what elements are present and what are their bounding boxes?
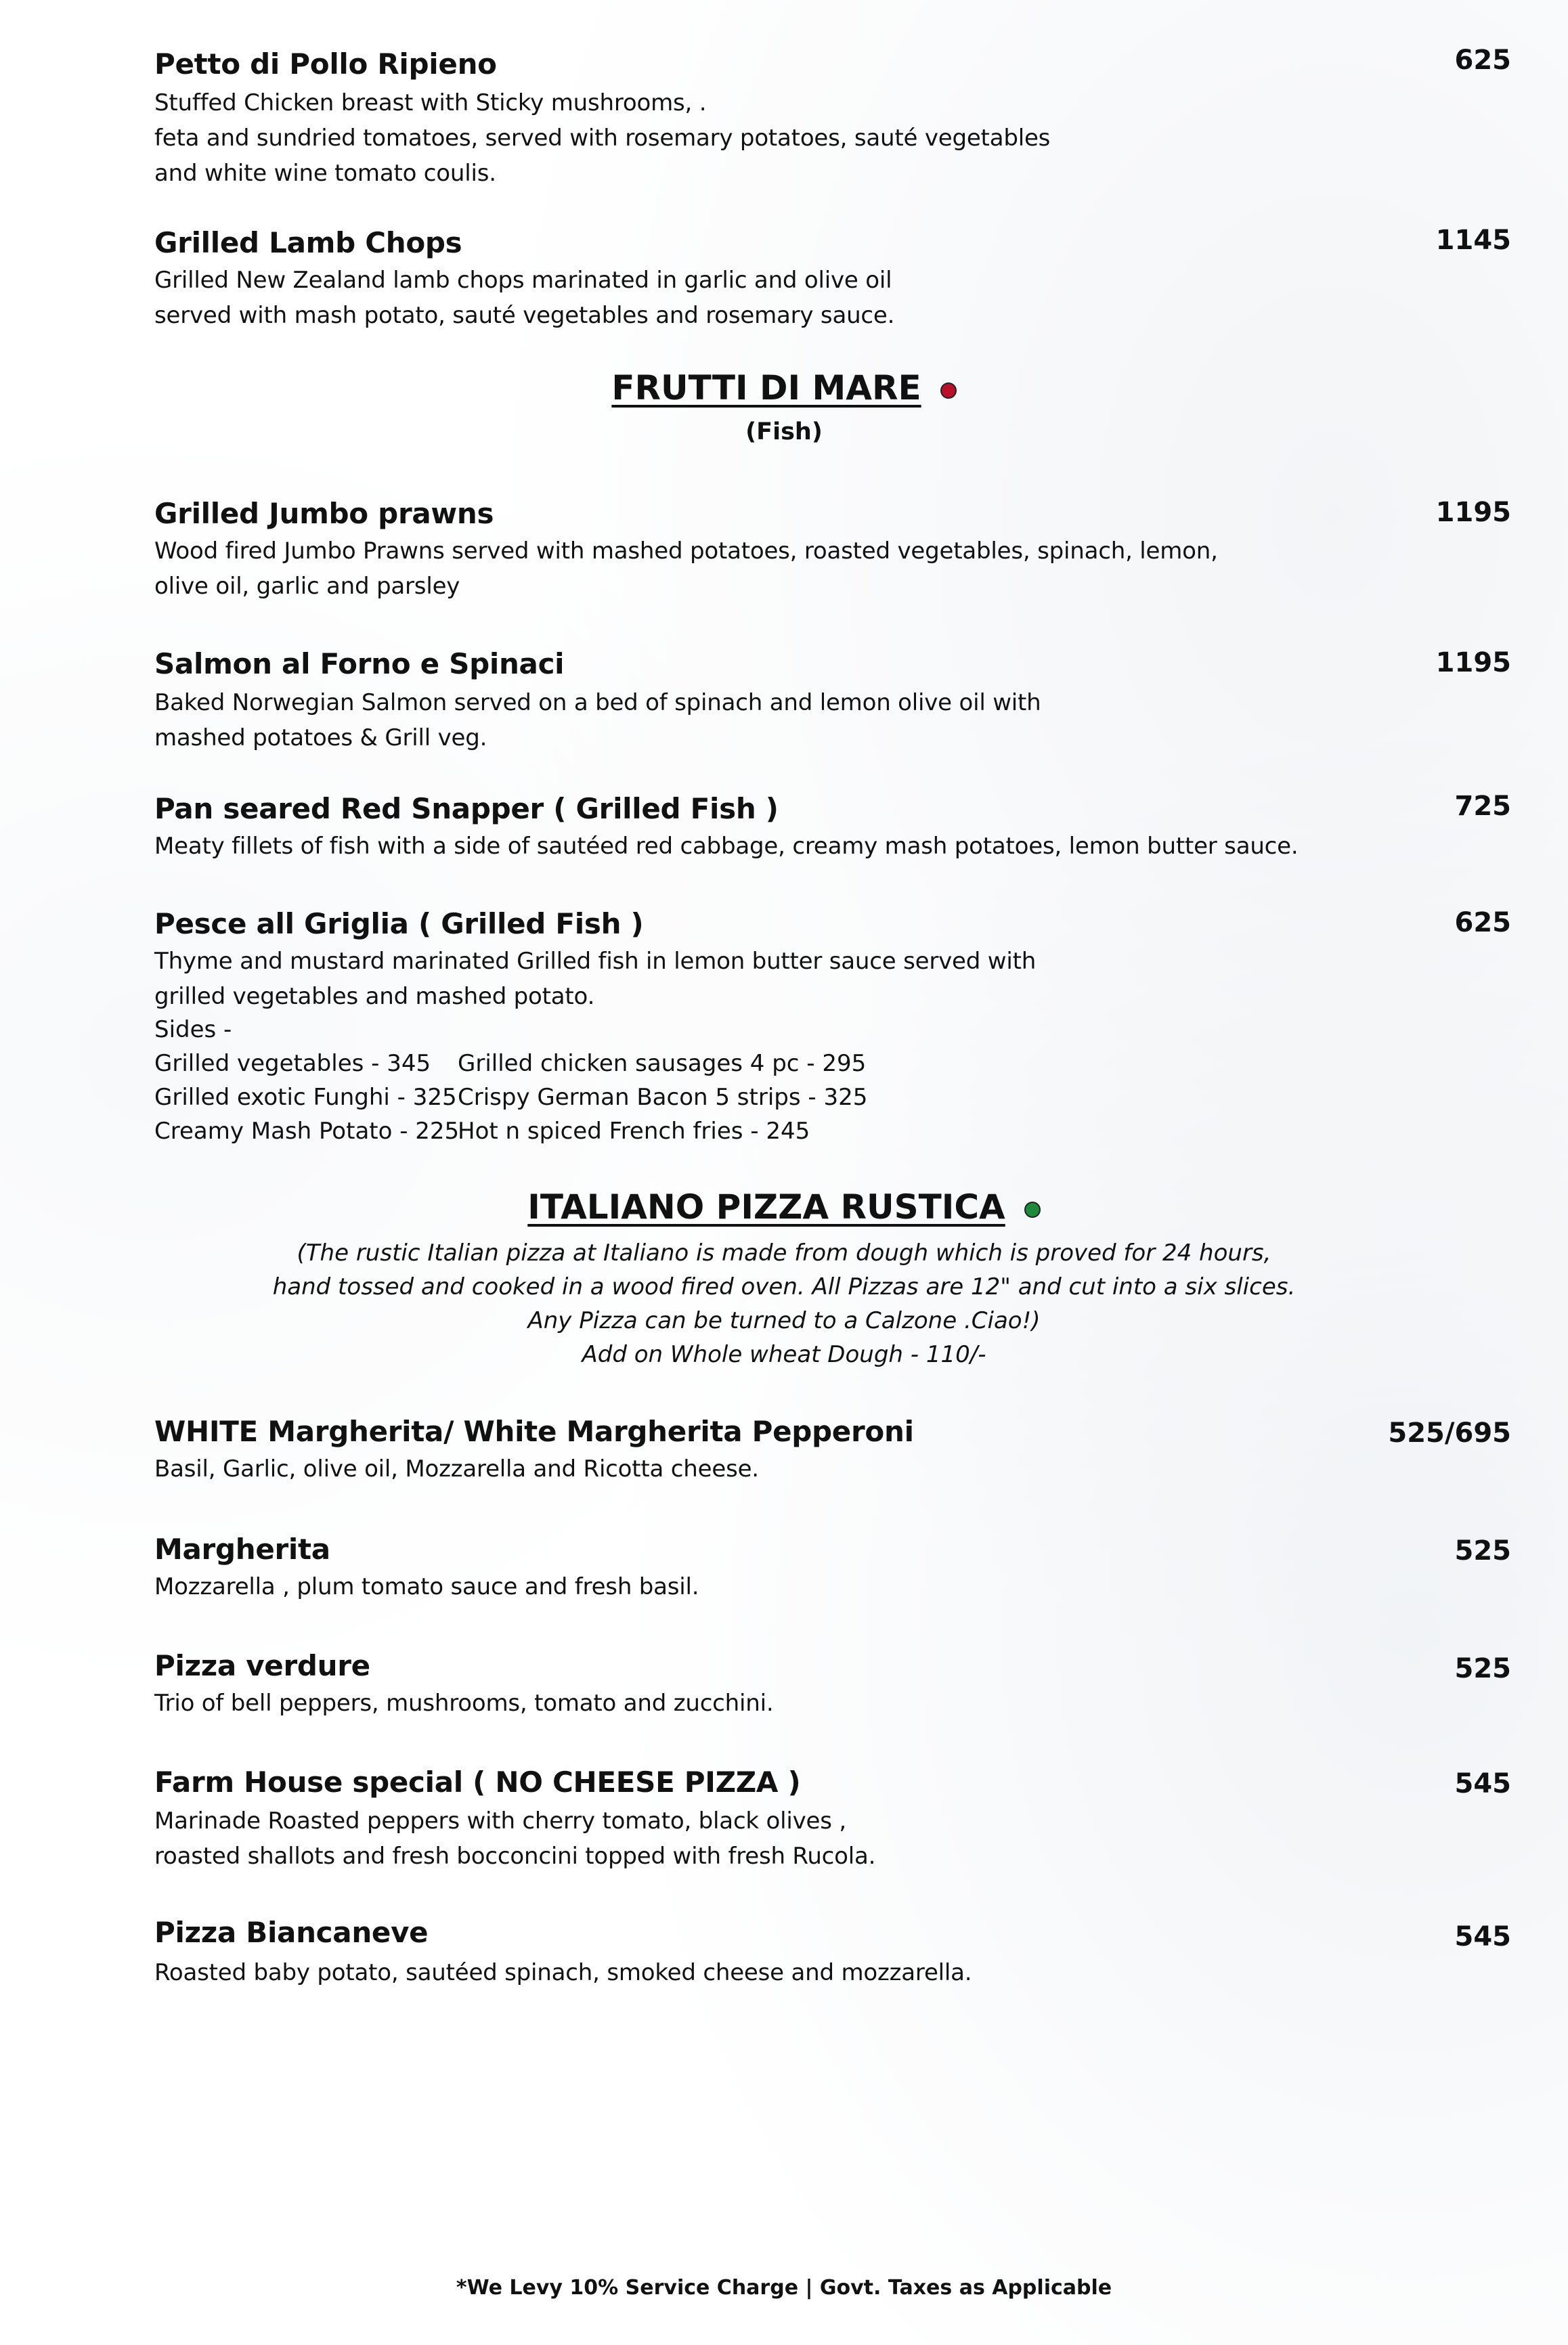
item-price: 725 [1454,791,1511,822]
item-price: 525 [1454,1535,1511,1566]
item-description [154,1569,699,1604]
side-item: Creamy Mash Potato - 225 [154,1118,460,1145]
item-price: 525/695 [1388,1418,1511,1449]
item-price: 545 [1454,1921,1511,1952]
item-price: 525 [1454,1653,1511,1684]
description-line: Roasted baby potato, sautéed spinach, smoked cheese and mozzarella. [154,1959,972,1986]
item-name: Salmon al Forno e Spinaci [154,647,565,680]
description-line: Thyme and mustard marinated Grilled fish in lemon butter sauce served with [154,948,1037,975]
description-line: served with mash potato, sauté vegetables and rosemary sauce. [154,302,895,329]
sides-row [154,1047,867,1080]
description-line: Trio of bell peppers, mushrooms, tomato and zucchini. [154,1690,774,1717]
section-note [0,1236,1568,1372]
sides-row [154,1080,867,1114]
item-description [154,85,1050,191]
side-item: Grilled chicken sausages 4 pc - 295 [458,1050,867,1077]
description-line: Mozzarella , plum tomato sauce and fresh basil. [154,1573,699,1600]
note-line: Any Pizza can be turned to a Calzone .Ciao!) [527,1307,1041,1334]
item-name: Petto di Pollo Ripieno [154,47,497,81]
item-name: Pan seared Red Snapper ( Grilled Fish ) [154,792,779,825]
item-name: Pizza Biancaneve [154,1916,429,1949]
description-line: Basil, Garlic, olive oil, Mozzarella and Ricotta cheese. [154,1455,759,1483]
description-line: Baked Norwegian Salmon served on a bed of spinach and lemon olive oil with [154,689,1041,716]
description-line: Wood fired Jumbo Prawns served with mashed potatoes, roasted vegetables, spinach, lemon, [154,538,1218,565]
section-title-text: ITALIANO PIZZA RUSTICA [527,1187,1005,1227]
veg-indicator-icon [1024,1202,1041,1218]
description-line: Stuffed Chicken breast with Sticky mushrooms, . [154,89,707,116]
item-description [154,685,1041,755]
item-description [154,1955,972,1990]
item-price: 625 [1454,907,1511,938]
item-price: 1195 [1435,647,1511,678]
description-line: Meaty fillets of fish with a side of sautéed red cabbage, creamy mash potatoes, lemon butter sauce. [154,833,1299,860]
item-description [154,1451,759,1487]
note-line: hand tossed and cooked in a wood fired oven. All Pizzas are 12" and cut into a six slices. [272,1273,1296,1300]
description-line: grilled vegetables and mashed potato. [154,983,595,1010]
item-description [154,1803,875,1874]
side-item: Hot n spiced French fries - 245 [458,1118,810,1145]
item-name: Pizza verdure [154,1649,370,1682]
section-title-pizza [0,1187,1568,1227]
section-title-text: FRUTTI DI MARE [611,368,921,408]
item-description [154,1686,773,1721]
description-line: roasted shallots and fresh bocconcini topped with fresh Rucola. [154,1843,876,1870]
item-price: 1145 [1435,225,1511,256]
sides-label: Sides - [154,1016,232,1043]
side-item: Crispy German Bacon 5 strips - 325 [458,1084,868,1111]
item-description [154,944,1036,1014]
sides-row [154,1114,867,1148]
non-veg-indicator-icon [940,382,957,399]
sides-list [154,1013,867,1148]
item-description [154,533,1218,604]
item-price: 1195 [1435,497,1511,528]
item-name: Pesce all Griglia ( Grilled Fish ) [154,907,644,940]
description-line: mashed potatoes & Grill veg. [154,724,487,751]
item-name: WHITE Margherita/ White Margherita Pepperoni [154,1415,914,1448]
section-title-frutti [0,368,1568,408]
description-line: feta and sundried tomatoes, served with rosemary potatoes, sauté vegetables [154,125,1051,152]
description-line: and white wine tomato coulis. [154,160,496,187]
item-name: Grilled Jumbo prawns [154,497,494,530]
item-name: Farm House special ( NO CHEESE PIZZA ) [154,1766,801,1799]
item-price: 625 [1454,45,1511,76]
description-line: Grilled New Zealand lamb chops marinated in garlic and olive oil [154,267,892,294]
item-name: Margherita [154,1533,330,1566]
side-item: Grilled vegetables - 345 [154,1050,431,1077]
note-line: (The rustic Italian pizza at Italiano is made from dough which is proved for 24 hours, [297,1240,1271,1267]
side-item: Grilled exotic Funghi - 325 [154,1084,457,1111]
note-line: Add on Whole wheat Dough - 110/- [582,1341,986,1368]
item-description [154,263,894,333]
item-name: Grilled Lamb Chops [154,226,462,259]
section-subtitle: (Fish) [745,418,823,445]
item-description [154,829,1299,864]
description-line: Marinade Roasted peppers with cherry tomato, black olives , [154,1807,846,1835]
description-line: olive oil, garlic and parsley [154,573,460,600]
footer-note: *We Levy 10% Service Charge | Govt. Taxes as Applicable [456,2276,1112,2300]
item-price: 545 [1454,1768,1511,1799]
